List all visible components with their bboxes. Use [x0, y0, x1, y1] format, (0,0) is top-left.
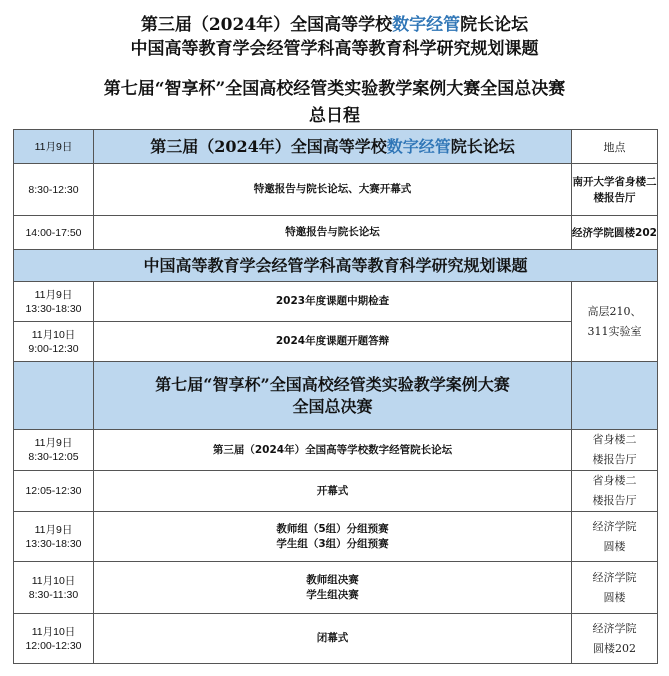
table-row — [14, 216, 658, 250]
date-text: 11月10日 — [31, 625, 76, 638]
location-cell — [572, 512, 658, 562]
activity-cell: 特邀报告与院长论坛 — [94, 216, 572, 250]
location-line: 圆楼202 — [593, 641, 636, 655]
time-text: 9:00-12:30 — [28, 342, 79, 355]
table-row — [14, 562, 658, 614]
activity-line: 教师组决赛 — [306, 573, 359, 586]
section3-title-line2: 全国总决赛 — [292, 396, 373, 416]
section3-date-blank — [14, 362, 94, 430]
title-line-2: 中国高等教育学会经管学科高等教育科学研究规划课题 — [130, 39, 539, 59]
location-cell: 经济学院圆楼202 — [572, 216, 658, 250]
activity-cell — [94, 430, 572, 471]
datetime-cell — [14, 614, 94, 664]
activity-cell — [94, 562, 572, 614]
location-line: 省身楼二 — [592, 474, 637, 487]
time-text: 8:30-11:30 — [28, 588, 79, 601]
activity-cell: 特邀报告与院长论坛、大赛开幕式 — [94, 164, 572, 216]
section1-title-highlight: 数字经管 — [386, 136, 451, 156]
location-cell — [572, 430, 658, 471]
section1-date: 11月9日 — [14, 130, 94, 164]
location-cell — [572, 282, 658, 362]
time-text: 13:30-18:30 — [25, 302, 82, 315]
datetime-cell — [14, 471, 94, 512]
location-line: 省身楼二 — [592, 433, 637, 446]
table-row — [14, 322, 658, 362]
location-cell — [572, 471, 658, 512]
location-line: 经济学院 — [592, 519, 637, 533]
section3-title — [94, 362, 572, 430]
location-cell — [572, 562, 658, 614]
location-line: 楼报告厅 — [592, 494, 637, 507]
title-line-1-pre: 第三届（2024年）全国高等学校 — [140, 15, 393, 35]
datetime-cell — [14, 562, 94, 614]
table-row — [14, 512, 658, 562]
title-line-1 — [0, 10, 669, 35]
location-line: 高层210、 — [587, 304, 642, 318]
section1-title-post: 院长论坛 — [450, 136, 515, 156]
activity-line: 第三届（2024年）全国高等学校数字经管院长论坛 — [212, 443, 453, 456]
time-text: 12:00-12:30 — [25, 639, 82, 652]
location-cell — [572, 614, 658, 664]
title-line-1-post: 院长论坛 — [460, 15, 529, 35]
time-text: 13:30-18:30 — [25, 537, 82, 550]
activity-line: 学生组（3组）分组预赛 — [276, 537, 389, 550]
activity-line: 教师组（5组）分组预赛 — [276, 522, 389, 535]
location-line: 311实验室 — [587, 324, 642, 338]
table-row — [14, 614, 658, 664]
date-text: 11月10日 — [31, 574, 76, 587]
table-row — [14, 282, 658, 322]
table-row — [14, 430, 658, 471]
activity-line: 闭幕式 — [316, 632, 349, 644]
location-cell: 南开大学省身楼二楼报告厅 — [572, 164, 658, 216]
activity-cell: 2023年度课题中期检查 — [94, 282, 572, 322]
location-line: 圆楼 — [603, 590, 626, 604]
activity-cell — [94, 512, 572, 562]
location-line: 经济学院 — [592, 570, 637, 584]
table-row — [14, 164, 658, 216]
activity-cell: 2024年度课题开题答辩 — [94, 322, 572, 362]
section1-header-row — [14, 130, 658, 164]
section3-header-row — [14, 362, 658, 430]
time-cell: 8:30-12:30 — [14, 164, 94, 216]
datetime-cell — [14, 430, 94, 471]
table-row — [14, 471, 658, 512]
section1-title-pre: 第三届（2024年）全国高等学校 — [150, 136, 387, 156]
datetime-cell — [14, 512, 94, 562]
title-line-4: 总日程 — [309, 106, 360, 126]
time-text: 8:30-12:05 — [28, 451, 79, 463]
section3-title-line1: 第七届“智享杯”全国高校经管类实验教学案例大赛 — [155, 374, 510, 394]
section1-title — [94, 130, 572, 164]
activity-line: 学生组决赛 — [306, 588, 359, 601]
date-text: 11月10日 — [31, 328, 76, 341]
section2-header-row — [14, 250, 658, 282]
date-text: 11月9日 — [34, 523, 73, 536]
location-header: 地点 — [572, 130, 658, 164]
activity-line: 开幕式 — [316, 484, 349, 497]
time-cell: 14:00-17:50 — [14, 216, 94, 250]
activity-cell — [94, 614, 572, 664]
activity-cell — [94, 471, 572, 512]
location-line: 经济学院 — [592, 621, 637, 635]
datetime-cell — [14, 282, 94, 322]
time-text: 12:05-12:30 — [25, 485, 82, 497]
location-line: 圆楼 — [603, 539, 626, 553]
schedule-table — [13, 129, 658, 664]
section2-title: 中国高等教育学会经管学科高等教育科学研究规划课题 — [14, 250, 658, 282]
title-line-1-highlight: 数字经管 — [392, 15, 461, 35]
section3-location-blank — [572, 362, 658, 430]
title-line-3: 第七届“智享杯”全国高校经管类实验教学案例大赛全国总决赛 — [103, 79, 566, 99]
date-text: 11月9日 — [34, 288, 73, 301]
date-text: 11月9日 — [34, 437, 73, 449]
location-line: 楼报告厅 — [592, 453, 637, 466]
datetime-cell — [14, 322, 94, 362]
